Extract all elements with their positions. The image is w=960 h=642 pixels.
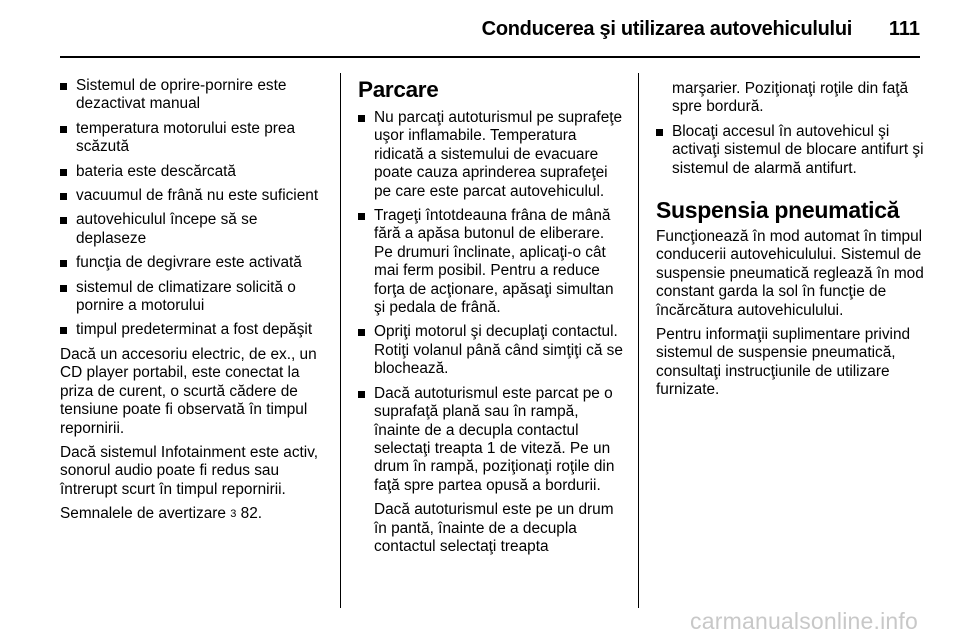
start-stop-conditions-list	[60, 77, 330, 340]
page-number: 111	[888, 18, 920, 40]
bullet-icon	[60, 217, 67, 224]
paragraph-warning-reference	[60, 505, 330, 523]
section-heading-parcare: Parcare	[358, 77, 439, 102]
bullet-icon	[60, 83, 67, 90]
bullet-icon	[656, 129, 663, 136]
list-item: Opriţi motorul şi decuplaţi contactul. Rotiţi volanul până când simţiţi că se blochează.	[358, 323, 626, 378]
list-item: vacuumul de frână nu este suficient	[60, 187, 330, 205]
list-item: Blocaţi accesul în autovehicul şi activaţi sistemul de blocare antifurt şi sistemul de alarmă antifurt.	[656, 123, 926, 178]
bullet-icon	[358, 213, 365, 220]
list-item: Nu parcaţi autoturismul pe suprafeţe uşor inflamabile. Temperatura ridicată a sistemului de evacuare poate cauza aprinderea suprafeţei pe care este parcat autovehiculul.	[358, 109, 626, 201]
section-heading-suspensia: Suspensia pneumatică	[656, 197, 900, 224]
page-reference-link[interactable]: 82.	[240, 505, 263, 523]
list-item: sistemul de climatizare solicită o pornire a motorului	[60, 279, 330, 316]
bullet-icon	[358, 115, 365, 122]
column-divider-2	[638, 73, 639, 608]
header-divider	[60, 56, 920, 58]
bullet-icon	[60, 285, 67, 292]
page-reference-arrow-icon: 3	[230, 508, 237, 521]
bullet-icon	[358, 391, 365, 398]
column-1	[60, 77, 330, 530]
paragraph-continuation: marşarier. Poziţionaţi roţile din faţă spre bordură.	[672, 80, 909, 116]
bullet-icon	[60, 260, 67, 267]
list-item: Sistemul de oprire-pornire este dezactivat manual	[60, 77, 330, 114]
page-title: Conducerea şi utilizarea autovehiculului	[481, 18, 852, 40]
paragraph-infotainment: Dacă sistemul Infotainment este activ, sonorul audio poate fi redus sau întrerupt scurt în timpul repornirii.	[60, 443, 319, 498]
column-2	[358, 77, 626, 562]
list-item: funcţia de degivrare este activată	[60, 254, 330, 272]
bullet-icon	[358, 329, 365, 336]
list-item: Dacă autoturismul este parcat pe o suprafaţă plană sau în rampă, înainte de a decupla contactul selectaţi treapta 1 de viteză. Pe un drum în rampă, poziţionaţi roţile din faţă spre partea opusă a bordurii.	[358, 385, 626, 495]
list-item: temperatura motorului este prea scăzută	[60, 120, 330, 157]
paragraph-suspension-info: Pentru informaţii suplimentare privind sistemul de suspensie pneumatică, consultaţi instrucţiunile de utilizare furnizate.	[656, 326, 911, 399]
list-item: bateria este descărcată	[60, 163, 330, 181]
page-header	[0, 0, 960, 50]
column-divider-1	[340, 73, 341, 608]
column-3	[656, 80, 926, 406]
bullet-icon	[60, 193, 67, 200]
list-item: Trageţi întotdeauna frâna de mână fără a apăsa butonul de eliberare. Pe drumuri înclinate, aplicaţi-o cât mai ferm posibil. Pentru a reduce forţa de acţionare, apăsaţi simultan şi pedala de frână.	[358, 207, 626, 317]
paragraph-slope-parking: Dacă autoturismul este pe un drum în pantă, înainte de a decupla contactul selectaţi treapta	[374, 501, 614, 555]
reference-text: Semnalele de avertizare	[60, 505, 226, 523]
watermark: carmanualsonline.info	[690, 608, 918, 634]
paragraph-accessory: Dacă un accesoriu electric, de ex., un CD player portabil, este conectat la priza de curent, o scurtă cădere de tensiune poate fi observată în timpul repornirii.	[60, 345, 317, 437]
bullet-icon	[60, 169, 67, 176]
bullet-icon	[60, 327, 67, 334]
parking-instructions-list	[358, 109, 626, 495]
list-item: autovehiculul începe să se deplaseze	[60, 211, 330, 248]
bullet-icon	[60, 126, 67, 133]
list-item: timpul predeterminat a fost depăşit	[60, 321, 330, 339]
paragraph-suspension-auto: Funcţionează în mod automat în timpul conducerii autovehiculului. Sistemul de suspensie pneumatică reglează în mod constant garda la sol în funcţie de încărcătura autovehiculului.	[656, 228, 924, 319]
security-list	[656, 123, 926, 178]
